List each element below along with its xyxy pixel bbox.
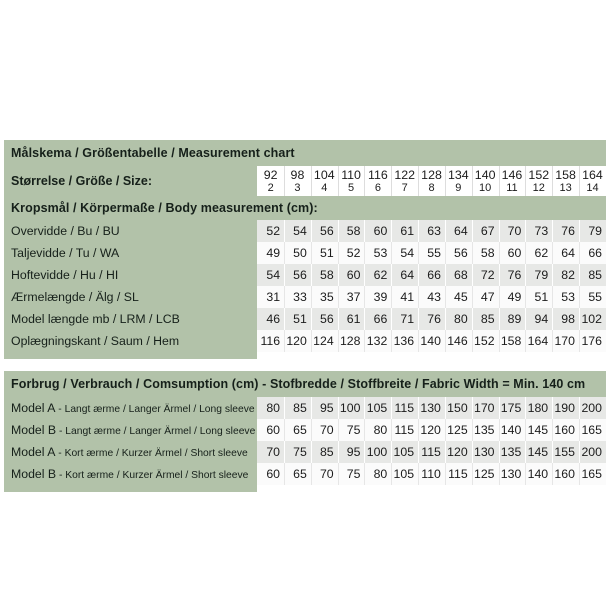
row-label: [4, 397, 257, 419]
table-row: [4, 330, 606, 352]
data-cell: 130: [472, 441, 499, 463]
data-cell: 160: [552, 463, 579, 485]
table-row: [4, 264, 606, 286]
size-cell: [499, 166, 526, 195]
data-cell: 65: [284, 419, 311, 441]
table-row: [4, 463, 606, 485]
data-cell: 62: [525, 242, 552, 264]
data-cell: 70: [311, 419, 338, 441]
size-cell: [525, 166, 552, 195]
size-cell: [552, 166, 579, 195]
size-value: 164: [582, 168, 603, 183]
data-cell: 58: [472, 242, 499, 264]
size-cell: [284, 166, 311, 195]
data-cell: 45: [445, 286, 472, 308]
data-cell: 79: [579, 220, 606, 242]
data-cell: 60: [364, 220, 391, 242]
data-cell: 76: [418, 308, 445, 330]
data-cell: 75: [284, 441, 311, 463]
data-cell: 158: [499, 330, 526, 352]
data-cell: 100: [338, 397, 365, 419]
table-bottom-edge: [4, 485, 606, 492]
data-cell: 54: [257, 264, 284, 286]
data-cell: 56: [311, 220, 338, 242]
data-cell: 89: [499, 308, 526, 330]
data-cell: 70: [499, 220, 526, 242]
row-label: Taljevidde / Tu / WA: [4, 242, 257, 264]
table-bottom-edge: [4, 352, 606, 359]
data-cell: 82: [552, 264, 579, 286]
data-cell: 170: [472, 397, 499, 419]
size-value: 122: [394, 168, 416, 183]
data-cell: 165: [579, 419, 606, 441]
chart-title-banner-row: [4, 140, 606, 166]
data-cell: 160: [552, 419, 579, 441]
row-label: [4, 463, 257, 485]
data-cell: 56: [284, 264, 311, 286]
age-value: 11: [506, 181, 518, 194]
fabric-consumption-table: [4, 371, 606, 492]
row-label: Model længde mb / LRM / LCB: [4, 308, 257, 330]
size-cell: [472, 166, 499, 195]
row-label-main: Model A: [11, 401, 56, 416]
data-cell: 170: [552, 330, 579, 352]
age-value: 5: [348, 181, 355, 194]
table-row: [4, 220, 606, 242]
data-cell: 176: [579, 330, 606, 352]
size-cell: [311, 166, 338, 195]
data-cell: 200: [579, 441, 606, 463]
row-label-main: Model B: [11, 423, 57, 438]
data-cell: 175: [499, 397, 526, 419]
data-cell: 43: [418, 286, 445, 308]
data-cell: 61: [338, 308, 365, 330]
size-value: 98: [290, 168, 305, 183]
age-value: 3: [294, 181, 301, 194]
row-label-main: Model B: [11, 467, 57, 482]
data-cell: 80: [364, 463, 391, 485]
data-cell: 53: [364, 242, 391, 264]
data-cell: 67: [472, 220, 499, 242]
age-value: 6: [374, 181, 381, 194]
size-cell: [364, 166, 391, 195]
data-cell: 80: [445, 308, 472, 330]
table-row: [4, 419, 606, 441]
data-cell: 49: [257, 242, 284, 264]
data-cell: 62: [364, 264, 391, 286]
data-cell: 125: [472, 463, 499, 485]
size-cell: [418, 166, 445, 195]
row-label: Hoftevidde / Hu / HI: [4, 264, 257, 286]
data-cell: 115: [445, 463, 472, 485]
row-label-sub: - Kort ærme / Kurzer Ärmel / Short sleeve: [56, 470, 249, 482]
data-cell: 165: [579, 463, 606, 485]
age-value: 2: [267, 181, 274, 194]
table-row: [4, 242, 606, 264]
data-cell: 115: [391, 419, 418, 441]
data-cell: 52: [257, 220, 284, 242]
consumption-title-banner-row: [4, 371, 606, 397]
data-cell: 52: [338, 242, 365, 264]
size-value: 140: [474, 168, 496, 183]
age-value: 8: [428, 181, 435, 194]
chart-tables-container: [4, 140, 606, 492]
data-cell: 64: [552, 242, 579, 264]
size-header-row: [4, 166, 606, 195]
data-cell: 135: [472, 419, 499, 441]
body-measurement-table: [4, 140, 606, 359]
data-cell: 120: [445, 441, 472, 463]
data-cell: 58: [338, 220, 365, 242]
data-cell: 128: [338, 330, 365, 352]
data-cell: 145: [525, 441, 552, 463]
data-cell: 66: [364, 308, 391, 330]
data-cell: 155: [552, 441, 579, 463]
data-cell: 105: [364, 397, 391, 419]
size-value: 146: [501, 168, 523, 183]
data-cell: 105: [391, 441, 418, 463]
data-cell: 152: [472, 330, 499, 352]
data-cell: 76: [499, 264, 526, 286]
data-cell: 55: [418, 242, 445, 264]
data-cell: 140: [499, 419, 526, 441]
data-cell: 75: [338, 463, 365, 485]
data-cell: 190: [552, 397, 579, 419]
data-cell: 35: [311, 286, 338, 308]
data-cell: 180: [525, 397, 552, 419]
age-value: 13: [559, 181, 572, 194]
data-cell: 33: [284, 286, 311, 308]
data-cell: 115: [418, 441, 445, 463]
age-value: 10: [479, 181, 492, 194]
data-cell: 95: [338, 441, 365, 463]
size-cell: [445, 166, 472, 195]
table-row: [4, 397, 606, 419]
size-cell: [257, 166, 284, 195]
data-cell: 51: [311, 242, 338, 264]
data-cell: 66: [579, 242, 606, 264]
body-measurement-section-banner-row: [4, 196, 606, 220]
age-value: 7: [401, 181, 408, 194]
data-cell: 60: [338, 264, 365, 286]
data-cell: 70: [257, 441, 284, 463]
data-cell: 136: [391, 330, 418, 352]
row-label: [4, 419, 257, 441]
age-value: 14: [586, 181, 599, 194]
row-label-sub: - Langt ærme / Langer Ärmel / Long sleeve: [55, 404, 255, 416]
data-cell: 150: [445, 397, 472, 419]
data-cell: 200: [579, 397, 606, 419]
row-label-main: Model A: [11, 445, 56, 460]
data-cell: 41: [391, 286, 418, 308]
size-value: 110: [341, 168, 361, 183]
data-cell: 135: [499, 441, 526, 463]
age-value: 4: [321, 181, 328, 194]
data-cell: 80: [364, 419, 391, 441]
data-cell: 80: [257, 397, 284, 419]
table-row: [4, 308, 606, 330]
data-cell: 47: [472, 286, 499, 308]
data-cell: 98: [552, 308, 579, 330]
data-cell: 64: [391, 264, 418, 286]
data-cell: 146: [445, 330, 472, 352]
data-cell: 145: [525, 419, 552, 441]
data-cell: 130: [499, 463, 526, 485]
size-value: 152: [528, 168, 550, 183]
data-cell: 31: [257, 286, 284, 308]
data-cell: 60: [257, 419, 284, 441]
body-measurement-section-title: Kropsmål / Körpermaße / Body measurement (cm):: [4, 196, 606, 220]
size-value: 116: [368, 168, 388, 183]
size-row-label: Størrelse / Größe / Size:: [4, 166, 257, 195]
row-label-sub: - Langt ærme / Langer Ärmel / Long sleeve: [56, 426, 256, 438]
data-cell: 85: [311, 441, 338, 463]
data-cell: 56: [445, 242, 472, 264]
data-cell: 50: [284, 242, 311, 264]
size-cell: [579, 166, 606, 195]
size-cell: [391, 166, 418, 195]
data-cell: 85: [284, 397, 311, 419]
data-cell: 85: [472, 308, 499, 330]
data-cell: 125: [445, 419, 472, 441]
table-row: [4, 441, 606, 463]
data-cell: 102: [579, 308, 606, 330]
size-value: 128: [421, 168, 442, 183]
data-cell: 76: [552, 220, 579, 242]
data-cell: 51: [525, 286, 552, 308]
data-cell: 124: [311, 330, 338, 352]
data-cell: 49: [499, 286, 526, 308]
data-cell: 60: [257, 463, 284, 485]
table-row: [4, 286, 606, 308]
data-cell: 54: [391, 242, 418, 264]
data-cell: 37: [338, 286, 365, 308]
data-cell: 70: [311, 463, 338, 485]
data-cell: 39: [364, 286, 391, 308]
data-cell: 55: [579, 286, 606, 308]
data-cell: 120: [418, 419, 445, 441]
age-value: 12: [532, 181, 545, 194]
row-label: Overvidde / Bu / BU: [4, 220, 257, 242]
age-value: 9: [455, 181, 462, 194]
row-label: Ærmelængde / Älg / SL: [4, 286, 257, 308]
size-value: 158: [555, 168, 576, 183]
data-cell: 53: [552, 286, 579, 308]
data-cell: 63: [418, 220, 445, 242]
data-cell: 115: [391, 397, 418, 419]
data-cell: 51: [284, 308, 311, 330]
data-cell: 68: [445, 264, 472, 286]
data-cell: 105: [391, 463, 418, 485]
data-cell: 71: [391, 308, 418, 330]
chart-title: Målskema / Größentabelle / Measurement chart: [4, 140, 606, 166]
data-cell: 60: [499, 242, 526, 264]
data-cell: 66: [418, 264, 445, 286]
data-cell: 100: [364, 441, 391, 463]
data-cell: 54: [284, 220, 311, 242]
data-cell: 116: [257, 330, 284, 352]
data-cell: 130: [418, 397, 445, 419]
data-cell: 58: [311, 264, 338, 286]
data-cell: 61: [391, 220, 418, 242]
data-cell: 75: [338, 419, 365, 441]
row-label: Oplægningskant / Saum / Hem: [4, 330, 257, 352]
data-cell: 140: [525, 463, 552, 485]
data-cell: 164: [525, 330, 552, 352]
data-cell: 46: [257, 308, 284, 330]
size-value: 104: [313, 168, 335, 183]
data-cell: 132: [364, 330, 391, 352]
size-value: 92: [263, 168, 278, 183]
consumption-title: Forbrug / Verbrauch / Comsumption (cm) - Stofbredde / Stoffbreite / Fabric Width = Min. 140 cm: [4, 371, 606, 397]
data-cell: 120: [284, 330, 311, 352]
data-cell: 140: [418, 330, 445, 352]
data-cell: 72: [472, 264, 499, 286]
size-cell: [338, 166, 365, 195]
data-cell: 73: [525, 220, 552, 242]
row-label-sub: - Kort ærme / Kurzer Ärmel / Short sleeve: [55, 448, 248, 460]
data-cell: 64: [445, 220, 472, 242]
row-label: [4, 441, 257, 463]
data-cell: 95: [311, 397, 338, 419]
data-cell: 110: [418, 463, 445, 485]
data-cell: 94: [525, 308, 552, 330]
data-cell: 65: [284, 463, 311, 485]
data-cell: 56: [311, 308, 338, 330]
size-value: 134: [447, 168, 469, 183]
data-cell: 79: [525, 264, 552, 286]
data-cell: 85: [579, 264, 606, 286]
